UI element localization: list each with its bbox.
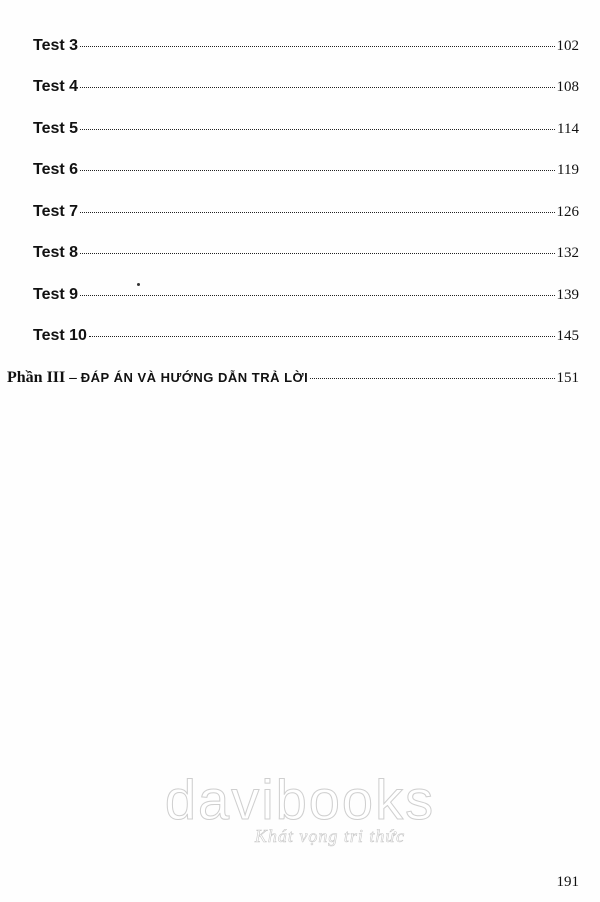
- toc-entry-part-3[interactable]: [7, 369, 579, 391]
- toc-entry-title: Test 9: [33, 286, 79, 303]
- dot-leader: [80, 295, 554, 296]
- dot-leader: [80, 46, 554, 47]
- toc-entry-title: Test 5: [33, 120, 79, 137]
- toc-entry-title: Test 4: [33, 78, 79, 95]
- toc-entry-title: Test 10: [33, 327, 87, 344]
- print-speck: [137, 283, 140, 286]
- toc-entry-test-7[interactable]: [33, 203, 579, 225]
- toc-entry-test-6[interactable]: [33, 161, 579, 183]
- dot-leader: [310, 378, 554, 379]
- toc-entry-title: Test 8: [33, 244, 79, 261]
- dot-leader: [89, 336, 555, 337]
- toc-entry-title: Test 6: [33, 161, 79, 178]
- toc-entry-test-3[interactable]: [33, 37, 579, 59]
- toc-entry-test-5[interactable]: [33, 120, 579, 142]
- toc-entry-title: Test 3: [33, 37, 79, 54]
- watermark-brand: davibooks: [164, 768, 436, 831]
- toc-entry-page: 145: [556, 328, 579, 344]
- dot-leader: [80, 212, 554, 213]
- dot-leader: [80, 253, 554, 254]
- watermark: [150, 770, 450, 847]
- toc-entry-title: Test 7: [33, 203, 79, 220]
- part-title: ĐÁP ÁN VÀ HƯỚNG DẪN TRẢ LỜI: [80, 370, 309, 385]
- toc-entry-page: 132: [556, 245, 579, 261]
- toc-entry-test-8[interactable]: [33, 244, 579, 266]
- toc-entry-page: 139: [556, 287, 579, 303]
- dot-leader: [80, 170, 555, 171]
- part-dash: –: [69, 370, 77, 386]
- toc-entry-page: 102: [556, 38, 579, 54]
- toc-entry-test-9[interactable]: [33, 286, 579, 308]
- toc-entry-page: 126: [556, 204, 579, 220]
- toc-entry-page: 151: [556, 370, 579, 386]
- toc-entry-test-4[interactable]: [33, 78, 579, 100]
- watermark-tagline: Khát vọng tri thức: [254, 826, 406, 846]
- part-prefix: Phần III: [7, 369, 66, 386]
- toc-entry-page: 114: [557, 121, 579, 137]
- dot-leader: [80, 129, 555, 130]
- toc-entry-test-10[interactable]: [33, 327, 579, 349]
- toc-entry-page: 119: [557, 162, 579, 178]
- toc-entry-page: 108: [556, 79, 579, 95]
- page-number: 191: [556, 874, 579, 890]
- dot-leader: [80, 87, 554, 88]
